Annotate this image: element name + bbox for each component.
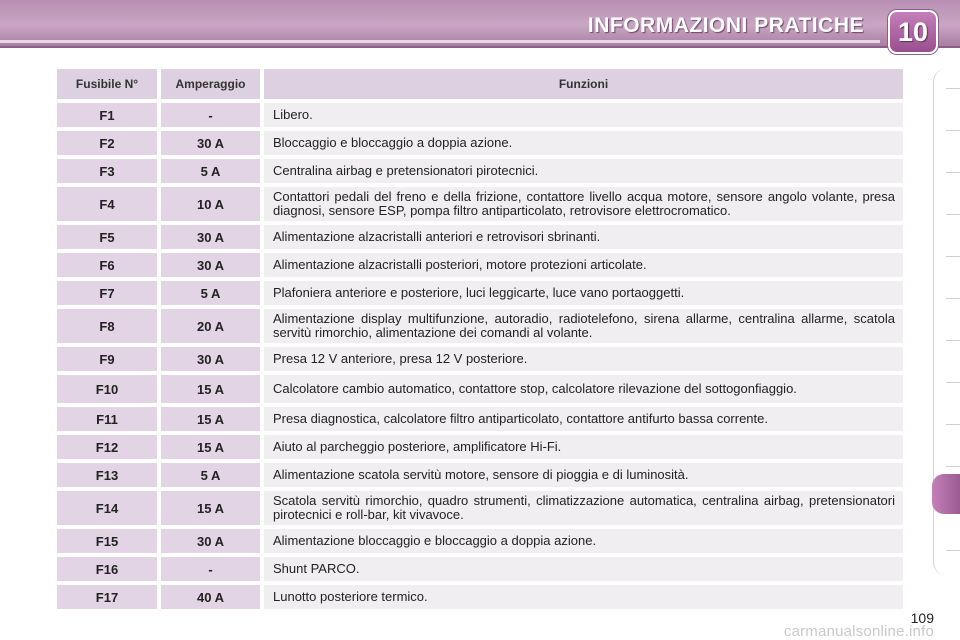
table-row bbox=[57, 435, 903, 459]
fuse-number: F6 bbox=[57, 253, 161, 277]
table-header-row bbox=[57, 69, 903, 99]
thumb-tick bbox=[946, 130, 960, 131]
fuse-number: F11 bbox=[57, 407, 161, 431]
table-row bbox=[57, 557, 903, 581]
table-row bbox=[57, 281, 903, 305]
fuse-number: F14 bbox=[57, 491, 161, 525]
fuse-function: Alimentazione alzacristalli anteriori e retrovisori sbrinanti. bbox=[264, 225, 903, 249]
table-row bbox=[57, 347, 903, 371]
fuse-amperage: 30 A bbox=[161, 529, 264, 553]
fuse-function: Centralina airbag e pretensionatori pirotecnici. bbox=[264, 159, 903, 183]
fuse-amperage: 15 A bbox=[161, 435, 264, 459]
fuse-function: Presa 12 V anteriore, presa 12 V posteriore. bbox=[264, 347, 903, 371]
fuse-function: Calcolatore cambio automatico, contattore stop, calcolatore rilevazione del sottogonfiaggio. bbox=[264, 375, 903, 403]
fuse-number: F1 bbox=[57, 103, 161, 127]
fuse-amperage: 5 A bbox=[161, 159, 264, 183]
thumb-tab-active[interactable] bbox=[932, 474, 960, 514]
fuse-number: F17 bbox=[57, 585, 161, 609]
header-amperage: Amperaggio bbox=[161, 69, 264, 99]
fuse-number: F13 bbox=[57, 463, 161, 487]
fuse-function: Presa diagnostica, calcolatore filtro antiparticolato, contattore antifurto bassa corrente. bbox=[264, 407, 903, 431]
thumb-tick bbox=[946, 256, 960, 257]
thumb-tick bbox=[946, 340, 960, 341]
fuse-number: F10 bbox=[57, 375, 161, 403]
thumb-tick bbox=[946, 172, 960, 173]
header-band bbox=[0, 0, 960, 48]
fuse-number: F15 bbox=[57, 529, 161, 553]
watermark: carmanualsonline.info bbox=[783, 623, 934, 640]
table-row bbox=[57, 309, 903, 343]
table-row bbox=[57, 585, 903, 609]
fuse-table bbox=[57, 65, 903, 613]
fuse-amperage: 40 A bbox=[161, 585, 264, 609]
fuse-function: Contattori pedali del freno e della frizione, contattore livello acqua motore, sensore angolo volante, presa diagnosi, sensore ESP, pompa filtro antiparticolato, retrovisore elettrocromatico. bbox=[264, 187, 903, 221]
fuse-amperage: - bbox=[161, 103, 264, 127]
fuse-function: Libero. bbox=[264, 103, 903, 127]
fuse-number: F16 bbox=[57, 557, 161, 581]
fuse-function: Aiuto al parcheggio posteriore, amplificatore Hi-Fi. bbox=[264, 435, 903, 459]
fuse-amperage: 20 A bbox=[161, 309, 264, 343]
thumb-tick bbox=[946, 466, 960, 467]
thumb-tick bbox=[946, 298, 960, 299]
fuse-number: F9 bbox=[57, 347, 161, 371]
table-row bbox=[57, 253, 903, 277]
table-row bbox=[57, 463, 903, 487]
fuse-number: F4 bbox=[57, 187, 161, 221]
fuse-number: F2 bbox=[57, 131, 161, 155]
fuse-number: F12 bbox=[57, 435, 161, 459]
table-row bbox=[57, 187, 903, 221]
table-row bbox=[57, 131, 903, 155]
thumb-tick bbox=[946, 424, 960, 425]
fuse-number: F3 bbox=[57, 159, 161, 183]
fuse-function: Plafoniera anteriore e posteriore, luci leggicarte, luce vano portaoggetti. bbox=[264, 281, 903, 305]
fuse-number: F7 bbox=[57, 281, 161, 305]
page-number: 109 bbox=[910, 610, 934, 626]
fuse-amperage: 30 A bbox=[161, 131, 264, 155]
thumb-tick bbox=[946, 214, 960, 215]
table-row bbox=[57, 159, 903, 183]
fuse-function: Bloccaggio e bloccaggio a doppia azione. bbox=[264, 131, 903, 155]
fuse-amperage: 30 A bbox=[161, 347, 264, 371]
fuse-function: Alimentazione scatola servitù motore, sensore di pioggia e di luminosità. bbox=[264, 463, 903, 487]
chapter-badge bbox=[888, 10, 938, 54]
fuse-function: Shunt PARCO. bbox=[264, 557, 903, 581]
fuse-amperage: 15 A bbox=[161, 491, 264, 525]
fuse-amperage: - bbox=[161, 557, 264, 581]
fuse-function: Alimentazione bloccaggio e bloccaggio a doppia azione. bbox=[264, 529, 903, 553]
fuse-amperage: 5 A bbox=[161, 463, 264, 487]
thumb-tick bbox=[946, 88, 960, 89]
header-fuse: Fusibile N° bbox=[57, 69, 161, 99]
fuse-amperage: 10 A bbox=[161, 187, 264, 221]
header-stripe bbox=[0, 40, 880, 43]
thumb-tick bbox=[946, 382, 960, 383]
fuse-function: Alimentazione alzacristalli posteriori, motore protezioni articolate. bbox=[264, 253, 903, 277]
table-row bbox=[57, 225, 903, 249]
fuse-function: Scatola servitù rimorchio, quadro strumenti, climatizzazione automatica, centralina airbag, pretensionatori pirotecnici e roll-bar, kit vivavoce. bbox=[264, 491, 903, 525]
page-title: INFORMAZIONI PRATICHE bbox=[587, 14, 864, 37]
table-row bbox=[57, 103, 903, 127]
fuse-amperage: 30 A bbox=[161, 225, 264, 249]
table-row bbox=[57, 529, 903, 553]
chapter-number: 10 bbox=[897, 16, 929, 47]
fuse-amperage: 15 A bbox=[161, 375, 264, 403]
fuse-amperage: 5 A bbox=[161, 281, 264, 305]
header-functions: Funzioni bbox=[264, 69, 903, 99]
table-row bbox=[57, 407, 903, 431]
fuse-number: F5 bbox=[57, 225, 161, 249]
fuse-function: Alimentazione display multifunzione, autoradio, radiotelefono, sirena allarme, centralina allarme, scatola servitù rimorchio, alimentazione dei comandi al volante. bbox=[264, 309, 903, 343]
thumb-tick bbox=[946, 550, 960, 551]
fuse-amperage: 30 A bbox=[161, 253, 264, 277]
table-row bbox=[57, 375, 903, 403]
table-row bbox=[57, 491, 903, 525]
fuse-amperage: 15 A bbox=[161, 407, 264, 431]
fuse-number: F8 bbox=[57, 309, 161, 343]
fuse-function: Lunotto posteriore termico. bbox=[264, 585, 903, 609]
